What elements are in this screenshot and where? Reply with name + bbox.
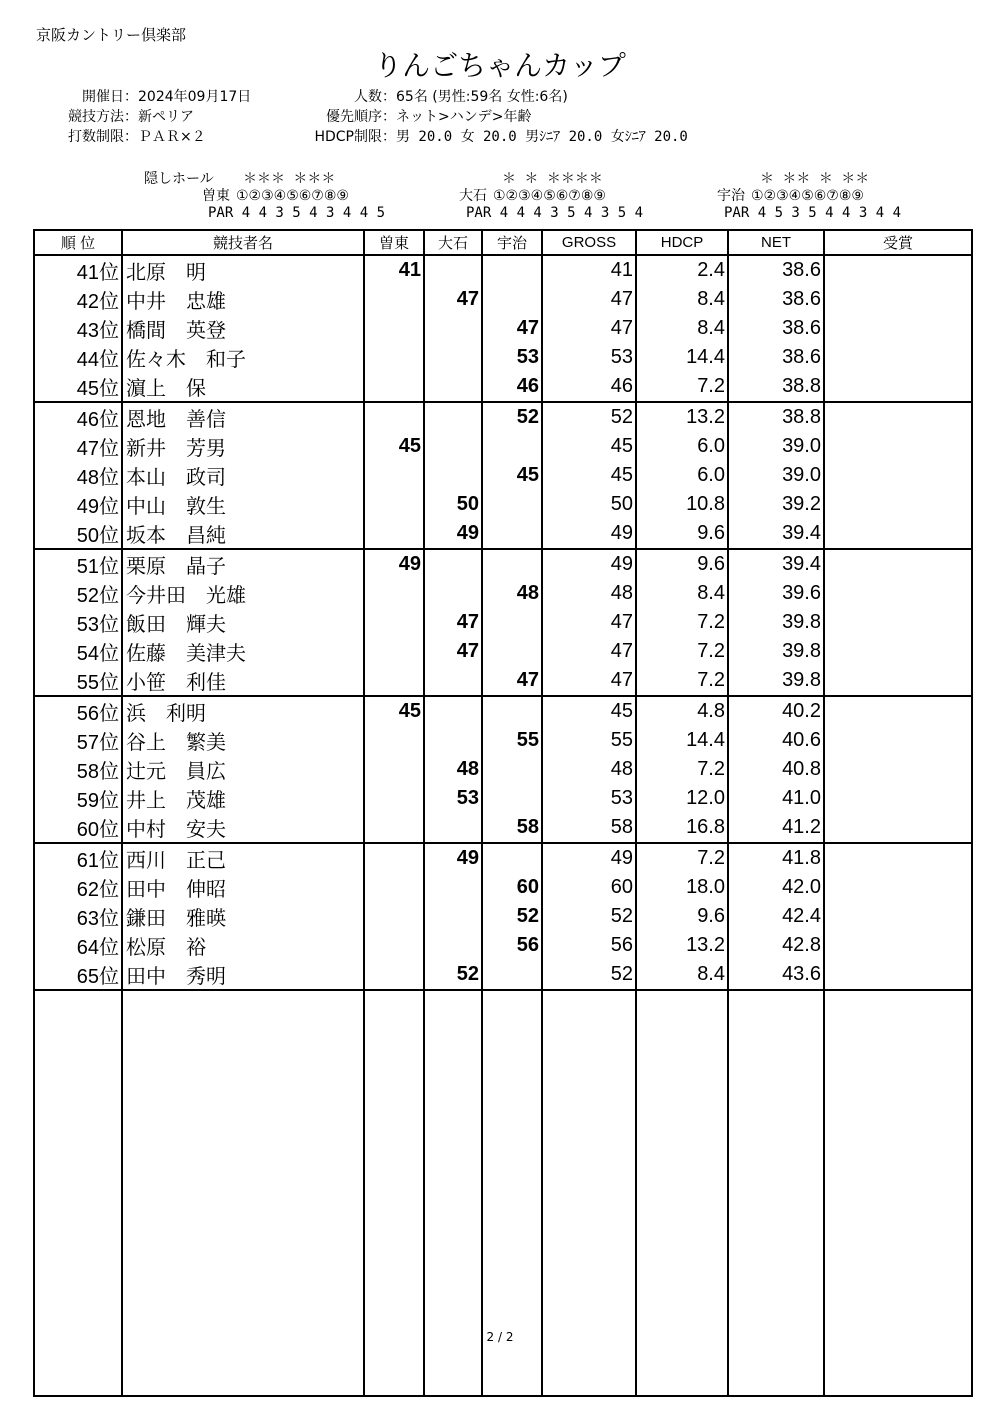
name-cell: 新井 芳男 xyxy=(122,432,364,461)
name-cell: 西川 正己 xyxy=(122,843,364,873)
net-score: 38.8 xyxy=(728,402,824,432)
gross-score: 45 xyxy=(542,432,636,461)
rank-cell: 44位 xyxy=(34,343,122,372)
gross-score: 45 xyxy=(542,696,636,726)
ooishi-score: 49 xyxy=(424,519,482,549)
name-cell: 栗原 晶子 xyxy=(122,549,364,579)
course-1-par: PAR 4 4 3 5 4 3 4 4 5 xyxy=(208,205,386,221)
name-cell: 鎌田 雅暎 xyxy=(122,902,364,931)
hdcp-value: 9.6 xyxy=(636,549,728,579)
hdcp-value: 10.8 xyxy=(636,490,728,519)
rank-cell: 50位 xyxy=(34,519,122,549)
sotou-score: 45 xyxy=(364,432,424,461)
name-cell: 本山 政司 xyxy=(122,461,364,490)
name-cell: 小笹 利佳 xyxy=(122,666,364,696)
award-cell xyxy=(824,461,972,490)
priority-label: 優先順序： xyxy=(326,109,396,125)
table-row xyxy=(34,519,972,549)
limit-value: ＰＡＲ×２ xyxy=(138,129,206,145)
name-cell: 佐々木 和子 xyxy=(122,343,364,372)
rank-cell: 45位 xyxy=(34,372,122,402)
award-cell xyxy=(824,726,972,755)
hdcp-value: 13.2 xyxy=(636,402,728,432)
ooishi-score xyxy=(424,726,482,755)
rank-cell: 63位 xyxy=(34,902,122,931)
sotou-score xyxy=(364,461,424,490)
ooishi-score xyxy=(424,402,482,432)
header-uji: 宇治 xyxy=(482,230,542,255)
rank-cell: 47位 xyxy=(34,432,122,461)
gross-score: 52 xyxy=(542,902,636,931)
name-cell: 辻元 員広 xyxy=(122,755,364,784)
sotou-score xyxy=(364,873,424,902)
limit-label: 打数制限： xyxy=(68,129,138,145)
event-date xyxy=(46,86,251,106)
header-net: NET xyxy=(728,230,824,255)
net-score: 40.8 xyxy=(728,755,824,784)
award-cell xyxy=(824,931,972,960)
uji-score xyxy=(482,285,542,314)
name-cell: 井上 茂雄 xyxy=(122,784,364,813)
course-3-par: PAR 4 5 3 5 4 4 3 4 4 xyxy=(724,205,902,221)
uji-score: 53 xyxy=(482,343,542,372)
award-cell xyxy=(824,519,972,549)
ooishi-score xyxy=(424,314,482,343)
table-row xyxy=(34,931,972,960)
award-cell xyxy=(824,549,972,579)
priority-value: ネット>ハンデ>年齢 xyxy=(396,109,532,125)
course-2-marks: ＊ ＊ ＊＊＊＊ xyxy=(502,171,603,187)
header-ooishi: 大石 xyxy=(424,230,482,255)
sotou-score xyxy=(364,402,424,432)
uji-score: 47 xyxy=(482,314,542,343)
award-cell xyxy=(824,402,972,432)
uji-score xyxy=(482,255,542,285)
table-row xyxy=(34,873,972,902)
method-value: 新ペリア xyxy=(138,109,194,125)
table-row xyxy=(34,255,972,285)
sotou-score xyxy=(364,343,424,372)
header-award: 受賞 xyxy=(824,230,972,255)
net-score: 41.2 xyxy=(728,813,824,843)
uji-score: 48 xyxy=(482,579,542,608)
net-score: 38.6 xyxy=(728,255,824,285)
rank-cell: 51位 xyxy=(34,549,122,579)
award-cell xyxy=(824,490,972,519)
name-cell: 中井 忠雄 xyxy=(122,285,364,314)
gross-score: 48 xyxy=(542,755,636,784)
hdcp-value: 7.2 xyxy=(636,372,728,402)
course-3-marks: ＊ ＊＊ ＊ ＊＊ xyxy=(760,171,870,187)
hdcp-value: 男 20.0 女 20.0 男ｼﾆｱ 20.0 女ｼﾆｱ 20.0 xyxy=(396,129,688,145)
hdcp-value: 7.2 xyxy=(636,666,728,696)
net-score: 39.8 xyxy=(728,666,824,696)
course-2-name: 大石 xyxy=(459,188,487,204)
gross-score: 52 xyxy=(542,402,636,432)
net-score: 41.8 xyxy=(728,843,824,873)
award-cell xyxy=(824,343,972,372)
sotou-score xyxy=(364,755,424,784)
net-score: 39.8 xyxy=(728,608,824,637)
table-row xyxy=(34,372,972,402)
rank-cell: 46位 xyxy=(34,402,122,432)
table-row xyxy=(34,726,972,755)
uji-score xyxy=(482,549,542,579)
net-score: 41.0 xyxy=(728,784,824,813)
tournament-title: りんごちゃんカップ xyxy=(374,49,626,82)
name-cell: 恩地 善信 xyxy=(122,402,364,432)
hdcp-label: HDCP制限： xyxy=(314,129,396,145)
award-cell xyxy=(824,696,972,726)
ooishi-score: 47 xyxy=(424,637,482,666)
stroke-limit xyxy=(46,126,206,146)
hdcp-value: 8.4 xyxy=(636,314,728,343)
gross-score: 46 xyxy=(542,372,636,402)
gross-score: 53 xyxy=(542,784,636,813)
gross-score: 50 xyxy=(542,490,636,519)
ooishi-score xyxy=(424,343,482,372)
table-row xyxy=(34,608,972,637)
gross-score: 47 xyxy=(542,637,636,666)
hidden-holes-label: 隠しホール xyxy=(144,171,214,187)
ooishi-score xyxy=(424,372,482,402)
award-cell xyxy=(824,784,972,813)
sotou-score xyxy=(364,784,424,813)
sotou-score xyxy=(364,931,424,960)
rank-cell: 65位 xyxy=(34,960,122,990)
net-score: 40.2 xyxy=(728,696,824,726)
ooishi-score: 49 xyxy=(424,843,482,873)
course-3-holes xyxy=(717,189,864,203)
net-score: 40.6 xyxy=(728,726,824,755)
rank-cell: 49位 xyxy=(34,490,122,519)
sotou-score xyxy=(364,843,424,873)
course-2-par: PAR 4 4 4 3 5 4 3 5 4 xyxy=(466,205,644,221)
hdcp-value: 8.4 xyxy=(636,579,728,608)
count-label: 人数： xyxy=(354,89,396,105)
name-cell: 中村 安夫 xyxy=(122,813,364,843)
rank-cell: 42位 xyxy=(34,285,122,314)
course-2-hole-numbers: ①②③④⑤⑥⑦⑧⑨ xyxy=(493,188,606,204)
rank-cell: 62位 xyxy=(34,873,122,902)
hdcp-value: 8.4 xyxy=(636,960,728,990)
sotou-score xyxy=(364,372,424,402)
award-cell xyxy=(824,314,972,343)
ooishi-score xyxy=(424,579,482,608)
course-3-name: 宇治 xyxy=(717,188,745,204)
rank-cell: 43位 xyxy=(34,314,122,343)
uji-score xyxy=(482,637,542,666)
sotou-score: 49 xyxy=(364,549,424,579)
uji-score: 52 xyxy=(482,902,542,931)
hdcp-limit xyxy=(300,126,688,146)
rank-cell: 57位 xyxy=(34,726,122,755)
rank-cell: 55位 xyxy=(34,666,122,696)
ooishi-score xyxy=(424,549,482,579)
name-cell: 田中 伸昭 xyxy=(122,873,364,902)
hdcp-value: 2.4 xyxy=(636,255,728,285)
course-1-marks: ＊＊＊ ＊＊＊ xyxy=(243,171,336,187)
name-cell: 坂本 昌純 xyxy=(122,519,364,549)
sotou-score: 41 xyxy=(364,255,424,285)
gross-score: 49 xyxy=(542,549,636,579)
sotou-score xyxy=(364,285,424,314)
count-value: 65名 (男性:59名 女性:6名) xyxy=(396,89,568,105)
ooishi-score xyxy=(424,432,482,461)
ooishi-score: 52 xyxy=(424,960,482,990)
uji-score xyxy=(482,490,542,519)
uji-score xyxy=(482,519,542,549)
table-row xyxy=(34,813,972,843)
hdcp-value: 6.0 xyxy=(636,432,728,461)
award-cell xyxy=(824,285,972,314)
name-cell: 佐藤 美津夫 xyxy=(122,637,364,666)
sotou-score xyxy=(364,579,424,608)
hdcp-value: 9.6 xyxy=(636,519,728,549)
net-score: 39.0 xyxy=(728,461,824,490)
uji-score xyxy=(482,696,542,726)
date-value: 2024年09月17日 xyxy=(138,89,252,105)
uji-score: 46 xyxy=(482,372,542,402)
date-label: 開催日： xyxy=(82,89,138,105)
name-cell: 濵上 保 xyxy=(122,372,364,402)
table-row xyxy=(34,960,972,990)
priority-order xyxy=(300,106,531,126)
sotou-score: 45 xyxy=(364,696,424,726)
course-3-hole-numbers: ①②③④⑤⑥⑦⑧⑨ xyxy=(751,188,864,204)
uji-score xyxy=(482,432,542,461)
net-score: 39.0 xyxy=(728,432,824,461)
hdcp-value: 16.8 xyxy=(636,813,728,843)
header-hdcp: HDCP xyxy=(636,230,728,255)
rank-cell: 60位 xyxy=(34,813,122,843)
uji-score: 58 xyxy=(482,813,542,843)
gross-score: 49 xyxy=(542,519,636,549)
sotou-score xyxy=(364,490,424,519)
ooishi-score: 47 xyxy=(424,608,482,637)
net-score: 43.6 xyxy=(728,960,824,990)
table-row xyxy=(34,579,972,608)
rank-cell: 52位 xyxy=(34,579,122,608)
course-1-hole-numbers: ①②③④⑤⑥⑦⑧⑨ xyxy=(236,188,349,204)
hdcp-value: 7.2 xyxy=(636,843,728,873)
rank-cell: 59位 xyxy=(34,784,122,813)
hdcp-value: 7.2 xyxy=(636,608,728,637)
hdcp-value: 14.4 xyxy=(636,726,728,755)
hdcp-value: 14.4 xyxy=(636,343,728,372)
uji-score: 47 xyxy=(482,666,542,696)
ooishi-score xyxy=(424,696,482,726)
net-score: 38.6 xyxy=(728,285,824,314)
gross-score: 48 xyxy=(542,579,636,608)
rank-cell: 41位 xyxy=(34,255,122,285)
gross-score: 52 xyxy=(542,960,636,990)
results-body xyxy=(34,255,972,990)
ooishi-score xyxy=(424,461,482,490)
course-1-name: 曽東 xyxy=(202,188,230,204)
ooishi-score: 48 xyxy=(424,755,482,784)
hdcp-value: 4.8 xyxy=(636,696,728,726)
uji-score xyxy=(482,843,542,873)
hdcp-value: 13.2 xyxy=(636,931,728,960)
sotou-score xyxy=(364,608,424,637)
net-score: 42.8 xyxy=(728,931,824,960)
course-2-holes xyxy=(459,189,606,203)
net-score: 39.4 xyxy=(728,519,824,549)
hdcp-value: 6.0 xyxy=(636,461,728,490)
header-name: 競技者名 xyxy=(122,230,364,255)
table-row xyxy=(34,666,972,696)
ooishi-score: 47 xyxy=(424,285,482,314)
sotou-score xyxy=(364,902,424,931)
sotou-score xyxy=(364,960,424,990)
table-row xyxy=(34,637,972,666)
gross-score: 41 xyxy=(542,255,636,285)
net-score: 42.4 xyxy=(728,902,824,931)
competition-method xyxy=(46,106,194,126)
net-score: 39.6 xyxy=(728,579,824,608)
award-cell xyxy=(824,960,972,990)
ooishi-score xyxy=(424,666,482,696)
name-cell: 飯田 輝夫 xyxy=(122,608,364,637)
rank-cell: 61位 xyxy=(34,843,122,873)
table-row xyxy=(34,549,972,579)
ooishi-score xyxy=(424,813,482,843)
gross-score: 60 xyxy=(542,873,636,902)
rank-cell: 53位 xyxy=(34,608,122,637)
hdcp-value: 9.6 xyxy=(636,902,728,931)
table-row xyxy=(34,461,972,490)
hdcp-value: 18.0 xyxy=(636,873,728,902)
method-label: 競技方法： xyxy=(68,109,138,125)
net-score: 38.6 xyxy=(728,314,824,343)
uji-score xyxy=(482,960,542,990)
rank-cell: 48位 xyxy=(34,461,122,490)
header-gross: GROSS xyxy=(542,230,636,255)
participant-count xyxy=(300,86,568,106)
table-row xyxy=(34,784,972,813)
table-row xyxy=(34,314,972,343)
uji-score: 60 xyxy=(482,873,542,902)
sotou-score xyxy=(364,726,424,755)
rank-cell: 56位 xyxy=(34,696,122,726)
gross-score: 56 xyxy=(542,931,636,960)
rank-cell: 54位 xyxy=(34,637,122,666)
name-cell: 谷上 繁美 xyxy=(122,726,364,755)
table-header-row xyxy=(34,230,972,255)
uji-score: 45 xyxy=(482,461,542,490)
award-cell xyxy=(824,637,972,666)
gross-score: 49 xyxy=(542,843,636,873)
rank-cell: 64位 xyxy=(34,931,122,960)
name-cell: 松原 裕 xyxy=(122,931,364,960)
net-score: 39.4 xyxy=(728,549,824,579)
table-row xyxy=(34,402,972,432)
page-number: 2 / 2 xyxy=(486,1330,514,1344)
sotou-score xyxy=(364,813,424,843)
award-cell xyxy=(824,608,972,637)
award-cell xyxy=(824,873,972,902)
gross-score: 55 xyxy=(542,726,636,755)
uji-score: 52 xyxy=(482,402,542,432)
table-row xyxy=(34,755,972,784)
table-row xyxy=(34,285,972,314)
table-row xyxy=(34,343,972,372)
award-cell xyxy=(824,579,972,608)
course-1-holes xyxy=(202,189,349,203)
ooishi-score xyxy=(424,255,482,285)
award-cell xyxy=(824,255,972,285)
award-cell xyxy=(824,432,972,461)
results-table xyxy=(33,229,973,1397)
sotou-score xyxy=(364,314,424,343)
award-cell xyxy=(824,666,972,696)
header-rank: 順 位 xyxy=(34,230,122,255)
uji-score: 56 xyxy=(482,931,542,960)
uji-score xyxy=(482,608,542,637)
hdcp-value: 12.0 xyxy=(636,784,728,813)
ooishi-score xyxy=(424,873,482,902)
table-row xyxy=(34,490,972,519)
gross-score: 47 xyxy=(542,285,636,314)
uji-score xyxy=(482,755,542,784)
name-cell: 北原 明 xyxy=(122,255,364,285)
table-row xyxy=(34,432,972,461)
award-cell xyxy=(824,755,972,784)
hdcp-value: 7.2 xyxy=(636,755,728,784)
table-row xyxy=(34,843,972,873)
net-score: 38.8 xyxy=(728,372,824,402)
sotou-score xyxy=(364,666,424,696)
table-row xyxy=(34,902,972,931)
header-sotou: 曽東 xyxy=(364,230,424,255)
sotou-score xyxy=(364,637,424,666)
gross-score: 47 xyxy=(542,608,636,637)
hdcp-value: 8.4 xyxy=(636,285,728,314)
ooishi-score: 50 xyxy=(424,490,482,519)
net-score: 39.8 xyxy=(728,637,824,666)
name-cell: 中山 敦生 xyxy=(122,490,364,519)
award-cell xyxy=(824,902,972,931)
gross-score: 47 xyxy=(542,666,636,696)
name-cell: 橋間 英登 xyxy=(122,314,364,343)
ooishi-score xyxy=(424,931,482,960)
sotou-score xyxy=(364,519,424,549)
award-cell xyxy=(824,843,972,873)
award-cell xyxy=(824,372,972,402)
gross-score: 53 xyxy=(542,343,636,372)
net-score: 39.2 xyxy=(728,490,824,519)
name-cell: 浜 利明 xyxy=(122,696,364,726)
gross-score: 47 xyxy=(542,314,636,343)
club-name: 京阪カントリー倶楽部 xyxy=(36,26,187,44)
ooishi-score: 53 xyxy=(424,784,482,813)
net-score: 42.0 xyxy=(728,873,824,902)
gross-score: 45 xyxy=(542,461,636,490)
rank-cell: 58位 xyxy=(34,755,122,784)
ooishi-score xyxy=(424,902,482,931)
gross-score: 58 xyxy=(542,813,636,843)
name-cell: 今井田 光雄 xyxy=(122,579,364,608)
table-row xyxy=(34,696,972,726)
uji-score xyxy=(482,784,542,813)
award-cell xyxy=(824,813,972,843)
name-cell: 田中 秀明 xyxy=(122,960,364,990)
uji-score: 55 xyxy=(482,726,542,755)
hdcp-value: 7.2 xyxy=(636,637,728,666)
net-score: 38.6 xyxy=(728,343,824,372)
